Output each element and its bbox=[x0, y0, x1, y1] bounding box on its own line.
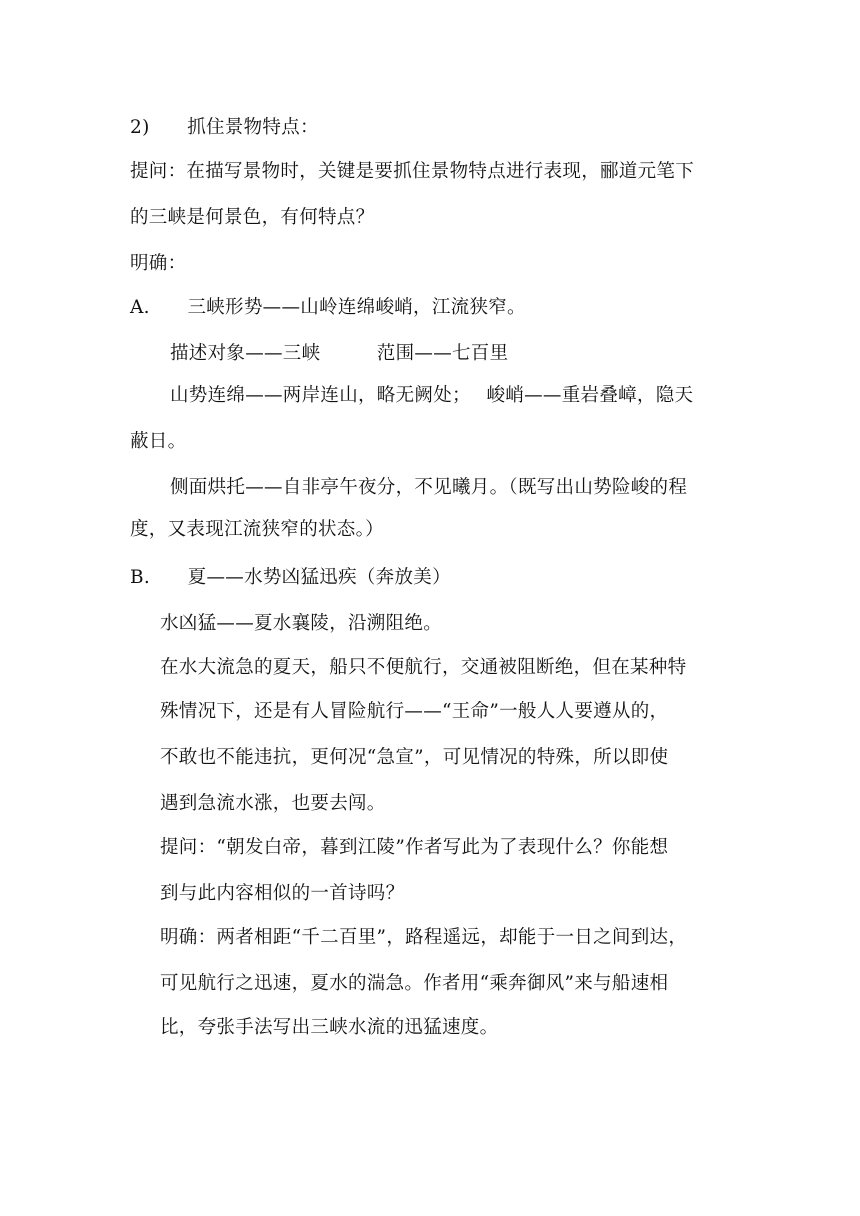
subsection-heading-b: B. 夏——水势凶猛迅疾（奔放美） bbox=[130, 567, 451, 588]
body-line: 描述对象——三峡 范围——七百里 bbox=[170, 343, 509, 364]
body-line: 侧面烘托——自非亭午夜分，不见曦月。（既写出山势险峻的程 bbox=[170, 477, 688, 498]
body-line: 不敢也不能违抗，更何况“急宣”，可见情况的特殊，所以即使 bbox=[160, 747, 669, 768]
question-line: 的三峡是何景色，有何特点？ bbox=[130, 207, 375, 228]
answer-label: 明确： bbox=[130, 253, 187, 274]
subsection-heading-a: A. 三峡形势——山岭连绵峻峭，江流狭窄。 bbox=[130, 297, 526, 318]
body-line: 遇到急流水涨，也要去闯。 bbox=[160, 793, 386, 814]
section-heading: 2) 抓住景物特点： bbox=[130, 117, 319, 138]
body-line: 殊情况下，还是有人冒险航行——“王命”一般人人要遵从的， bbox=[160, 701, 669, 722]
question-line: 到与此内容相似的一首诗吗？ bbox=[160, 883, 405, 904]
answer-line: 比，夸张手法写出三峡水流的迅猛速度。 bbox=[160, 1017, 499, 1038]
body-line: 蔽日。 bbox=[130, 431, 187, 452]
body-line: 度，又表现江流狭窄的状态。） bbox=[130, 519, 384, 540]
body-line: 山势连绵——两岸连山，略无阙处； 峻峭——重岩叠嶂，隐天 bbox=[170, 385, 694, 406]
question-line: 提问：在描写景物时，关键是要抓住景物特点进行表现，郦道元笔下 bbox=[130, 161, 695, 182]
body-line: 水凶猛——夏水襄陵，沿溯阻绝。 bbox=[160, 613, 443, 634]
answer-line: 明确：两者相距“千二百里”，路程遥远，却能于一日之间到达， bbox=[160, 927, 688, 948]
answer-line: 可见航行之迅速，夏水的湍急。作者用“乘奔御风”来与船速相 bbox=[160, 973, 669, 994]
body-line: 在水大流急的夏天，船只不便航行，交通被阻断绝，但在某种特 bbox=[160, 657, 687, 678]
question-line: 提问：“朝发白帝，暮到江陵”作者写此为了表现什么？你能想 bbox=[160, 837, 669, 858]
